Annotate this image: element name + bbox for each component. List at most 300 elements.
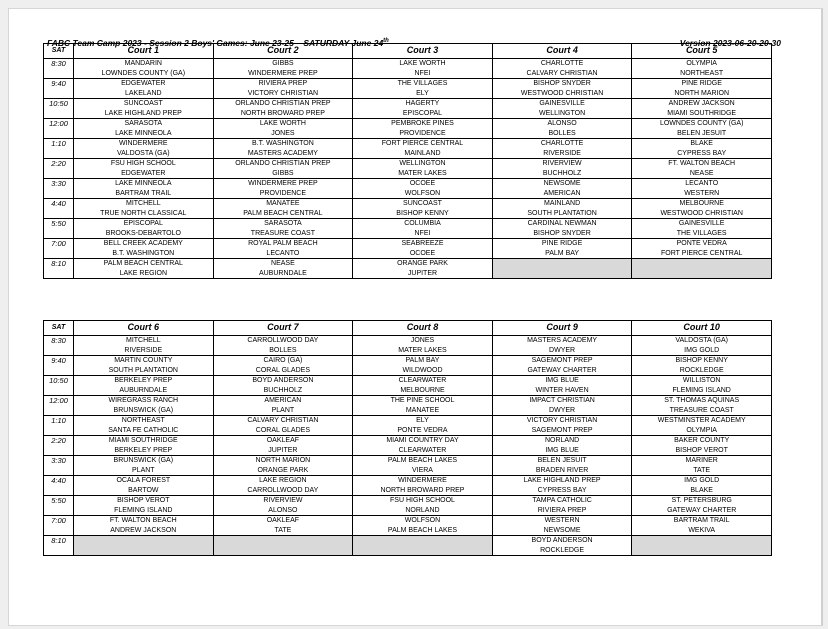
away-team: DWYER [549, 346, 576, 354]
game-cell [492, 396, 632, 416]
game-cell [213, 456, 353, 476]
home-team: LAKE HIGHLAND PREP [523, 477, 601, 484]
game-cell [353, 416, 493, 436]
away-team: RIVIERA PREP [537, 506, 587, 514]
home-team: BISHOP SNYDER [533, 80, 591, 87]
home-team: FSU HIGH SCHOOL [110, 160, 176, 167]
home-team: GAINESVILLE [539, 100, 585, 107]
home-team: LAKE WORTH [399, 60, 446, 67]
away-team: LAKE MINNEOLA [115, 129, 172, 137]
time-slot: 8:30 [44, 59, 74, 79]
home-team: WINDERMERE PREP [248, 180, 318, 187]
away-team: CYPRESS BAY [537, 486, 587, 494]
game-cell [213, 336, 353, 356]
home-team: SAGEMONT PREP [531, 357, 593, 364]
game-cell [632, 396, 772, 416]
away-team: AUBURNDALE [119, 386, 168, 394]
game-cell [213, 259, 353, 279]
game-cell [353, 356, 493, 376]
time-slot-row [44, 59, 772, 79]
game-cell [492, 516, 632, 536]
away-team: AMERICAN [543, 189, 581, 197]
away-team: WESTWOOD CHRISTIAN [660, 209, 743, 217]
time-slot-row [44, 456, 772, 476]
away-team: BARTOW [128, 486, 159, 494]
time-slot: 8:10 [44, 259, 74, 279]
court-header: Court 1 [74, 44, 214, 59]
game-cell [492, 179, 632, 199]
away-team: EPISCOPAL [402, 109, 443, 117]
time-slot: 1:10 [44, 416, 74, 436]
home-team: ST. THOMAS AQUINAS [664, 397, 740, 404]
game-cell [74, 199, 214, 219]
game-cell [213, 79, 353, 99]
game-cell [213, 436, 353, 456]
home-team: VICTORY CHRISTIAN [526, 417, 598, 424]
game-cell [353, 396, 493, 416]
home-team: BLAKE [690, 140, 713, 147]
home-team: RIVERVIEW [263, 497, 303, 504]
away-team: BROOKS-DEBARTOLO [105, 229, 181, 237]
home-team: SUNCOAST [123, 100, 163, 107]
home-team: GIBBS [272, 60, 294, 67]
away-team: BELEN JESUIT [677, 129, 727, 137]
time-slot: 10:50 [44, 376, 74, 396]
time-slot: 5:50 [44, 219, 74, 239]
home-team: MELBOURNE [679, 200, 724, 207]
game-cell [74, 259, 214, 279]
away-team: BARTRAM TRAIL [115, 189, 172, 197]
empty-slot [632, 259, 772, 279]
time-slot-row [44, 376, 772, 396]
away-team: PLANT [132, 466, 155, 474]
game-cell [632, 199, 772, 219]
game-cell [353, 336, 493, 356]
away-team: TATE [693, 466, 711, 474]
game-cell [213, 159, 353, 179]
home-team: BRUNSWICK (GA) [113, 457, 174, 464]
home-team: EDGEWATER [121, 80, 166, 87]
away-team: RIVERSIDE [124, 346, 163, 354]
court-header: Court 9 [492, 321, 632, 336]
game-cell [74, 396, 214, 416]
away-team: OLYMPIA [686, 426, 717, 434]
game-cell [632, 496, 772, 516]
game-cell [492, 476, 632, 496]
home-team: FT. WALTON BEACH [109, 517, 177, 524]
away-team: MAINLAND [404, 149, 441, 157]
game-cell [492, 79, 632, 99]
game-cell [492, 356, 632, 376]
time-slot-row [44, 139, 772, 159]
game-cell [74, 179, 214, 199]
game-cell [213, 239, 353, 259]
game-cell [353, 476, 493, 496]
away-team: PROVIDENCE [259, 189, 307, 197]
game-cell [353, 139, 493, 159]
away-team: NEWSOME [543, 526, 581, 534]
away-team: BOLLES [548, 129, 576, 137]
game-cell [74, 476, 214, 496]
game-cell [74, 239, 214, 259]
home-team: CALVARY CHRISTIAN [247, 417, 319, 424]
away-team: CARROLLWOOD DAY [247, 486, 319, 494]
home-team: LAKE REGION [259, 477, 307, 484]
home-team: PALM BEACH CENTRAL [103, 260, 183, 267]
time-slot-row [44, 516, 772, 536]
game-cell [632, 436, 772, 456]
home-team: BELEN JESUIT [537, 457, 587, 464]
time-slot: 4:40 [44, 476, 74, 496]
time-slot-row [44, 219, 772, 239]
home-team: PONTE VEDRA [676, 240, 727, 247]
home-team: CHARLOTTE [540, 60, 584, 67]
game-cell [74, 436, 214, 456]
home-team: NORTHEAST [121, 417, 165, 424]
away-team: BERKELEY PREP [114, 446, 173, 454]
away-team: WEKIVA [688, 526, 716, 534]
away-team: TREASURE COAST [250, 229, 315, 237]
home-team: ST. PETERSBURG [671, 497, 732, 504]
home-team: B.T. WASHINGTON [251, 140, 314, 147]
away-team: VICTORY CHRISTIAN [247, 89, 319, 97]
time-slot: 7:00 [44, 516, 74, 536]
game-cell [492, 139, 632, 159]
home-team: SEABREEZE [401, 240, 444, 247]
away-team: IMG GOLD [684, 346, 720, 354]
home-team: WINDERMERE [398, 477, 447, 484]
game-cell [492, 159, 632, 179]
away-team: NFEI [414, 69, 431, 77]
away-team: ALONSO [268, 506, 298, 514]
time-slot-row [44, 496, 772, 516]
home-team: PINE RIDGE [541, 240, 583, 247]
away-team: ROCKLEDGE [679, 366, 724, 374]
time-slot-row [44, 259, 772, 279]
home-team: NEASE [271, 260, 295, 267]
game-cell [632, 376, 772, 396]
home-team: FT. WALTON BEACH [668, 160, 736, 167]
home-team: OCALA FOREST [116, 477, 171, 484]
home-team: PALM BAY [405, 357, 440, 364]
game-cell [213, 119, 353, 139]
game-cell [632, 159, 772, 179]
game-cell [492, 199, 632, 219]
away-team: CORAL GLADES [255, 426, 310, 434]
home-team: WIREGRASS RANCH [108, 397, 179, 404]
home-team: CAIRO (GA) [263, 357, 303, 364]
time-slot: 2:20 [44, 159, 74, 179]
game-cell [353, 159, 493, 179]
home-team: ANDREW JACKSON [668, 100, 735, 107]
away-team: GATEWAY CHARTER [667, 506, 737, 514]
home-team: BAKER COUNTY [674, 437, 730, 444]
empty-slot [74, 536, 214, 556]
home-team: PEMBROKE PINES [391, 120, 454, 127]
empty-slot [492, 259, 632, 279]
game-cell [74, 456, 214, 476]
away-team: BRADEN RIVER [535, 466, 589, 474]
page-title: FABC Team Camp 2023 - Session 2 Boys' Games: June 23-25 – SATURDAY June 24th [47, 38, 389, 48]
game-cell [632, 99, 772, 119]
away-team: SOUTH PLANTATION [108, 366, 178, 374]
game-cell [353, 199, 493, 219]
game-cell [213, 99, 353, 119]
away-team: LAKE HIGHLAND PREP [104, 109, 182, 117]
home-team: SARASOTA [124, 120, 163, 127]
home-team: NORLAND [544, 437, 580, 444]
game-cell [492, 239, 632, 259]
away-team: PLANT [271, 406, 295, 414]
away-team: SAGEMONT PREP [531, 426, 593, 434]
time-slot: 3:30 [44, 456, 74, 476]
game-cell [213, 199, 353, 219]
home-team: BOYD ANDERSON [531, 537, 593, 544]
game-cell [492, 436, 632, 456]
home-team: BOYD ANDERSON [252, 377, 314, 384]
game-cell [74, 139, 214, 159]
game-cell [632, 239, 772, 259]
home-team: MIAMI COUNTRY DAY [386, 437, 459, 444]
court-header: Court 10 [632, 321, 772, 336]
away-team: ROCKLEDGE [540, 546, 585, 554]
schedule-table-courts-6-10 [43, 320, 772, 556]
away-team: JUPITER [407, 269, 438, 277]
away-team: VALDOSTA (GA) [116, 149, 170, 157]
away-team: CLEARWATER [398, 446, 447, 454]
away-team: MATER LAKES [398, 346, 447, 354]
court-header: Court 2 [213, 44, 353, 59]
empty-slot [353, 536, 493, 556]
home-team: WELLINGTON [399, 160, 446, 167]
home-team: MARTIN COUNTY [114, 357, 173, 364]
away-team: RIVERSIDE [543, 149, 581, 157]
away-team: NFEI [414, 229, 431, 237]
time-slot: 7:00 [44, 239, 74, 259]
game-cell [492, 119, 632, 139]
home-team: BERKELEY PREP [114, 377, 173, 384]
game-cell [74, 99, 214, 119]
away-team: PALM BEACH LAKES [387, 526, 458, 534]
home-team: VALDOSTA (GA) [675, 337, 728, 344]
game-cell [492, 536, 632, 556]
away-team: NORTH BROWARD PREP [240, 109, 325, 117]
home-team: AMERICAN [264, 397, 302, 404]
away-team: JONES [271, 129, 295, 137]
game-cell [353, 239, 493, 259]
away-team: ELY [416, 89, 429, 97]
game-cell [353, 79, 493, 99]
game-cell [74, 119, 214, 139]
away-team: LOWNDES COUNTY (GA) [101, 69, 186, 77]
home-team: MIAMI SOUTHRIDGE [108, 437, 178, 444]
away-team: SOUTH PLANTATION [527, 209, 597, 217]
game-cell [492, 416, 632, 436]
game-cell [213, 416, 353, 436]
away-team: WESTWOOD CHRISTIAN [520, 89, 604, 97]
day-header: SAT [44, 321, 74, 336]
home-team: SARASOTA [264, 220, 302, 227]
home-team: LAKE WORTH [259, 120, 306, 127]
home-team: MANATEE [266, 200, 300, 207]
home-team: WESTERN [544, 517, 580, 524]
game-cell [353, 456, 493, 476]
home-team: THE VILLAGES [397, 80, 448, 87]
game-cell [353, 376, 493, 396]
game-cell [632, 456, 772, 476]
time-slot: 9:40 [44, 356, 74, 376]
game-cell [632, 416, 772, 436]
game-cell [213, 139, 353, 159]
game-cell [632, 119, 772, 139]
home-team: OCOEE [409, 180, 436, 187]
home-team: FORT PIERCE CENTRAL [381, 140, 464, 147]
away-team: CYPRESS BAY [677, 149, 727, 157]
away-team: LAKE REGION [119, 269, 168, 277]
game-cell [74, 79, 214, 99]
away-team: BISHOP SNYDER [533, 229, 591, 237]
game-cell [492, 376, 632, 396]
away-team: LAKELAND [125, 89, 162, 97]
home-team: NORTH MARION [255, 457, 311, 464]
home-team: JONES [410, 337, 435, 344]
game-cell [353, 179, 493, 199]
game-cell [632, 219, 772, 239]
game-cell [632, 79, 772, 99]
home-team: ELY [416, 417, 429, 424]
away-team: GATEWAY CHARTER [527, 366, 597, 374]
game-cell [632, 139, 772, 159]
time-slot-row [44, 199, 772, 219]
away-team: ORANGE PARK [257, 466, 309, 474]
away-team: VIERA [411, 466, 433, 474]
away-team: DWYER [549, 406, 576, 414]
game-cell [74, 356, 214, 376]
home-team: IMPACT CHRISTIAN [529, 397, 595, 404]
home-team: IMG GOLD [684, 477, 720, 484]
away-team: NORTH BROWARD PREP [380, 486, 465, 494]
game-cell [353, 219, 493, 239]
time-slot-row [44, 159, 772, 179]
home-team: OAKLEAF [266, 517, 300, 524]
game-cell [74, 496, 214, 516]
empty-slot [213, 536, 353, 556]
home-team: BARTRAM TRAIL [673, 517, 730, 524]
game-cell [353, 59, 493, 79]
time-slot: 12:00 [44, 396, 74, 416]
time-slot-row [44, 476, 772, 496]
away-team: B.T. WASHINGTON [112, 249, 175, 257]
home-team: WILLISTON [682, 377, 721, 384]
away-team: CORAL GLADES [255, 366, 310, 374]
game-cell [632, 516, 772, 536]
away-team: TRUE NORTH CLASSICAL [100, 209, 187, 217]
game-cell [492, 496, 632, 516]
away-team: OCOEE [409, 249, 436, 257]
table-header-row [44, 321, 772, 336]
time-slot-row [44, 436, 772, 456]
court-header: Court 7 [213, 321, 353, 336]
away-team: EDGEWATER [121, 169, 166, 177]
time-slot-row [44, 79, 772, 99]
time-slot: 8:30 [44, 336, 74, 356]
game-cell [492, 59, 632, 79]
home-team: MITCHELL [125, 200, 161, 207]
home-team: ROYAL PALM BEACH [248, 240, 318, 247]
away-team: NORTH MARION [674, 89, 730, 97]
away-team: BUCHHOLZ [542, 169, 582, 177]
home-team: SUNCOAST [403, 200, 442, 207]
game-cell [353, 99, 493, 119]
court-header: Court 4 [492, 44, 632, 59]
away-team: PONTE VEDRA [397, 426, 448, 434]
time-slot-row [44, 336, 772, 356]
game-cell [213, 376, 353, 396]
away-team: WINDERMERE PREP [248, 69, 318, 77]
version-label: Version 2023-06-20-20-30 [679, 38, 781, 48]
away-team: WOLFSON [404, 189, 441, 197]
time-slot: 8:10 [44, 536, 74, 556]
home-team: FSU HIGH SCHOOL [390, 497, 455, 504]
game-cell [492, 219, 632, 239]
game-cell [353, 516, 493, 536]
away-team: PALM BAY [545, 249, 580, 257]
home-team: RIVERVIEW [542, 160, 582, 167]
time-slot-row [44, 356, 772, 376]
away-team: BUCHHOLZ [263, 386, 303, 394]
home-team: LECANTO [685, 180, 719, 187]
game-cell [213, 219, 353, 239]
away-team: NORLAND [405, 506, 440, 514]
away-team: WILDWOOD [402, 366, 443, 374]
away-team: ANDREW JACKSON [110, 526, 177, 534]
time-slot-row [44, 179, 772, 199]
home-team: LOWNDES COUNTY (GA) [659, 120, 744, 127]
game-cell [74, 416, 214, 436]
time-slot-row [44, 119, 772, 139]
game-cell [353, 436, 493, 456]
away-team: FLEMING ISLAND [114, 506, 173, 514]
home-team: RIVIERA PREP [258, 80, 308, 87]
away-team: BISHOP VEROT [675, 446, 728, 454]
away-team: MATER LAKES [398, 169, 447, 177]
time-slot: 2:20 [44, 436, 74, 456]
home-team: COLUMBIA [404, 220, 441, 227]
game-cell [632, 179, 772, 199]
game-cell [213, 516, 353, 536]
away-team: PALM BEACH CENTRAL [243, 209, 323, 217]
away-team: BLAKE [690, 486, 713, 494]
home-team: IMG BLUE [545, 377, 579, 384]
home-team: LAKE MINNEOLA [115, 180, 172, 187]
game-cell [492, 456, 632, 476]
home-team: OAKLEAF [266, 437, 300, 444]
home-team: BELL CREEK ACADEMY [103, 240, 183, 247]
home-team: THE PINE SCHOOL [390, 397, 455, 404]
game-cell [74, 159, 214, 179]
time-slot: 1:10 [44, 139, 74, 159]
home-team: MASTERS ACADEMY [527, 337, 598, 344]
home-team: TAMPA CATHOLIC [532, 497, 592, 504]
away-team: NORTHEAST [680, 69, 724, 77]
home-team: MARINER [685, 457, 718, 464]
home-team: HAGERTY [405, 100, 440, 107]
time-slot-row [44, 416, 772, 436]
home-team: CARROLLWOOD DAY [247, 337, 319, 344]
away-team: MANATEE [405, 406, 440, 414]
away-team: CALVARY CHRISTIAN [526, 69, 598, 77]
game-cell [353, 259, 493, 279]
